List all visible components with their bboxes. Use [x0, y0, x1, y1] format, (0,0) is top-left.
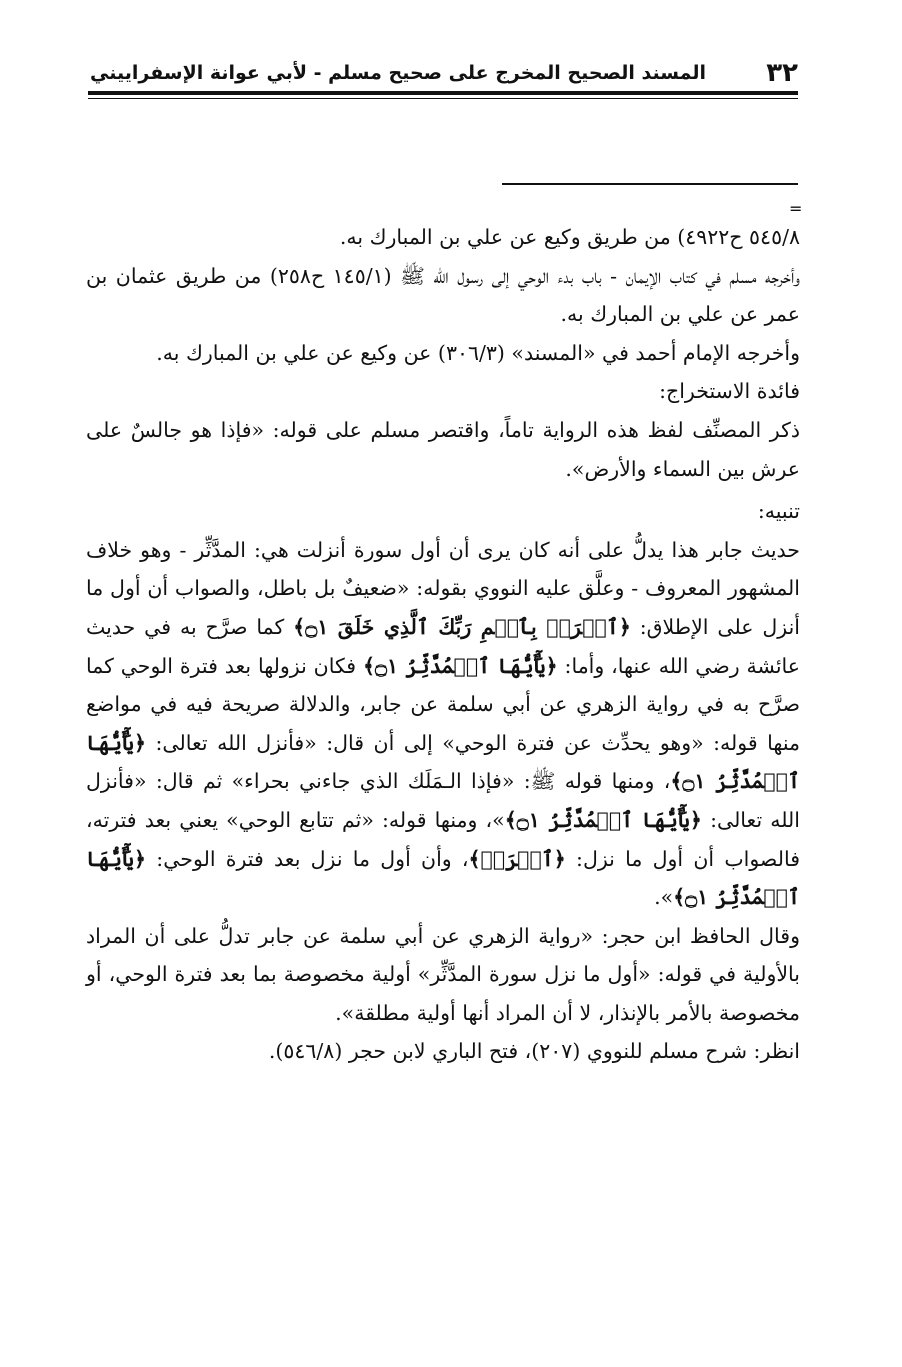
header-rule-thick — [88, 91, 798, 95]
text-segment: ٥٤٥/٨ ح٤٩٢٢) من طريق وكيع عن علي بن المبارك به. — [339, 225, 800, 249]
text-segment: حديث جابر هذا يدلُّ على أنه كان يرى أن أول سورة أنزلت هي: المدَّثِّر - وهو خلاف المشهور المعروف - وعلَّق عليه النووي بقوله: «ضعيفٌ بل باطل، والصواب أن أول ما أنزل على الإطلاق: — [86, 537, 801, 639]
text-segment: وقال الحافظ ابن حجر: «رواية الزهري عن أبي سلمة عن جابر تدلُّ على أن المراد بالأولية في قوله: «أول ما نزل سورة المدَّثِّر» أولية مخصوصة بما بعد فترة الوحي، أو مخصوصة بالأمر بالإنذار، لا أن المراد أنها أولية مطلقة». — [86, 923, 800, 1025]
page-number: ٣٢ — [766, 58, 798, 88]
running-title: المسند الصحيح المخرج على صحيح مسلم - لأبي عوانة الإسفراييني — [90, 62, 706, 84]
section-heading-benefit — [86, 372, 800, 411]
header-rule-thin — [88, 98, 798, 99]
text-segment: تنبيه: — [757, 499, 800, 524]
footnote-body — [86, 218, 800, 1071]
footnote-paragraph — [86, 334, 800, 373]
text-segment: كما صرَّح به في حديث عائشة رضي الله عنها، وأما: — [86, 614, 800, 678]
quran-verse: ﴿يَٰٓأَيُّهَا ٱلۡمُدَّثِّرُ ۝١﴾ — [86, 730, 800, 794]
text-segment: ». — [654, 885, 674, 910]
text-segment: ، وأن أول ما نزل بعد فترة الوحي: — [146, 846, 469, 871]
page-header — [88, 56, 798, 96]
text-segment: وأخرجه مسلم في كتاب الإيمان - باب بدء الوحي إلى رسول الله ﷺ (١٤٥/١ ح٢٥٨) من طريق عثمان بن عمر عن علي بن المبارك به. — [86, 263, 800, 327]
text-segment: »، ومنها قوله: «ثم تتابع الوحي» يعني بعد فترته، فالصواب أن أول ما نزل: — [86, 807, 800, 871]
text-segment: انظر: شرح مسلم للنووي (٢٠٧)، فتح الباري لابن حجر (٥٤٦/٨). — [268, 1039, 800, 1064]
quran-verse: ﴿يَٰٓأَيُّهَا ٱلۡمُدَّثِّرُ ۝١﴾ — [362, 653, 558, 678]
text-segment: فائدة الاستخراج: — [659, 379, 800, 404]
text-segment: ذكر المصنِّف لفظ هذه الرواية تاماً، واقتصر مسلم على قوله: «فإذا هو جالسٌ على عرش بين السماء والأرض». — [86, 417, 800, 481]
footnote-paragraph — [86, 218, 800, 257]
quran-verse: ﴿يَٰٓأَيُّهَا ٱلۡمُدَّثِّرُ ۝١﴾ — [504, 807, 702, 832]
quran-verse: ﴿ٱقۡرَأۡ﴾ — [468, 846, 566, 871]
continuation-mark: = — [789, 199, 803, 218]
text-segment: ، ومنها قوله ﷺ: «فإذا الـمَلَك الذي جاءني بحراء» ثم قال: «فأنزل الله تعالى: — [86, 769, 800, 832]
text-segment: فكان نزولها بعد فترة الوحي كما صرَّح به في رواية الزهري عن أبي سلمة عن جابر، والدلالة صريحة فيه في مواضع منها قوله: «وهو يحدِّث عن فترة الوحي» إلى أن قال: «فأنزل الله تعالى: — [86, 653, 800, 755]
footnote-paragraph — [86, 257, 800, 334]
footnote-paragraph — [86, 917, 800, 1033]
footnote-paragraph — [86, 531, 800, 917]
quran-verse: ﴿يَٰٓأَيُّهَا ٱلۡمُدَّثِّرُ ۝١﴾ — [86, 846, 800, 910]
footnote-paragraph — [86, 1032, 800, 1071]
footnote-paragraph — [86, 411, 800, 488]
text-segment: وأخرجه الإمام أحمد في «المسند» (٣٠٦/٣) عن وكيع عن علي بن المبارك به. — [156, 340, 800, 365]
section-heading-note — [86, 492, 800, 531]
footnote-separator-rule — [502, 183, 798, 185]
quran-verse: ﴿ٱقۡرَأۡ بِٱسۡمِ رَبِّكَ ٱلَّذِي خَلَقَ ۝١﴾ — [293, 614, 631, 639]
